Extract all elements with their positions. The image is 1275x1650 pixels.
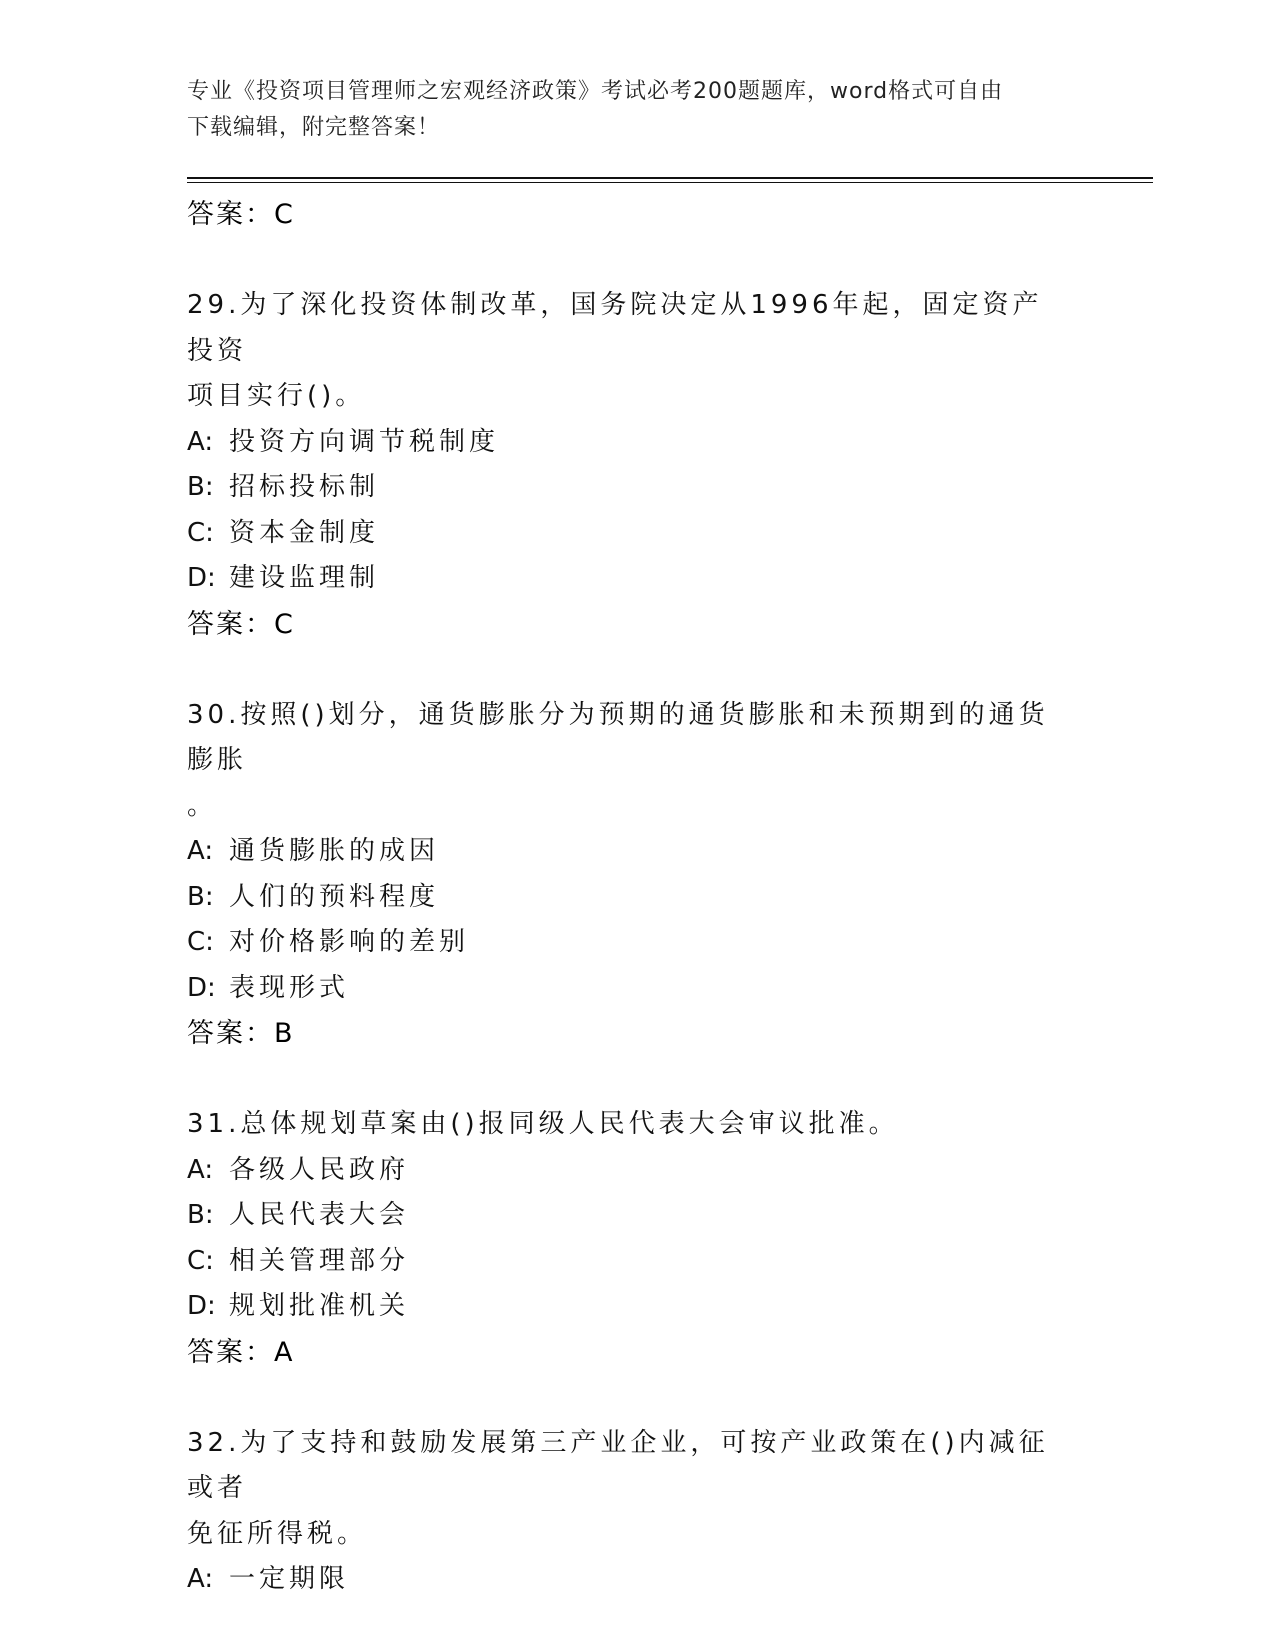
option-text: 投资方向调节税制度 xyxy=(229,426,500,457)
option-letter: C: xyxy=(187,1245,214,1276)
option-letter: D: xyxy=(187,972,216,1003)
option-d xyxy=(187,1284,1087,1330)
question-list xyxy=(187,192,1087,1603)
option-letter: D: xyxy=(187,1291,216,1321)
option-b xyxy=(187,1193,1087,1239)
option-letter: A: xyxy=(187,836,214,866)
option-text: 人民代表大会 xyxy=(229,1200,410,1230)
spacer xyxy=(187,1057,1087,1103)
answer-line: 答案：B xyxy=(187,1018,295,1049)
option-letter: B: xyxy=(187,1200,214,1230)
answer-line: 答案：C xyxy=(187,199,295,230)
question-text-line: 32.为了支持和鼓励发展第三产业企业，可按产业政策在()内减征或者 xyxy=(187,1427,1049,1503)
question-29 xyxy=(187,283,1087,647)
option-a xyxy=(187,1148,1087,1194)
spacer xyxy=(187,238,1087,284)
spacer xyxy=(187,647,1087,693)
option-c xyxy=(187,920,1087,966)
option-letter: B: xyxy=(187,472,214,502)
option-a xyxy=(187,829,1087,875)
option-letter: A: xyxy=(187,426,214,457)
option-c xyxy=(187,1239,1087,1285)
option-text: 资本金制度 xyxy=(229,517,380,548)
header-rule-thin xyxy=(187,182,1153,183)
option-letter: C: xyxy=(187,927,214,957)
option-text: 人们的预料程度 xyxy=(229,881,440,912)
option-text: 通货膨胀的成因 xyxy=(229,836,440,866)
header-line-2: 下载编辑，附完整答案！ xyxy=(187,115,441,140)
question-text-line: 项目实行()。 xyxy=(187,381,366,411)
option-d xyxy=(187,556,1087,602)
option-text: 各级人民政府 xyxy=(229,1154,410,1185)
option-b xyxy=(187,465,1087,511)
option-letter: D: xyxy=(187,563,216,593)
question-32 xyxy=(187,1421,1087,1603)
page-header xyxy=(187,74,1087,146)
answer-line: 答案：C xyxy=(187,608,295,640)
option-letter: A: xyxy=(187,1564,214,1594)
option-letter: A: xyxy=(187,1154,214,1185)
option-text: 一定期限 xyxy=(229,1564,350,1594)
question-text-line: 29.为了深化投资体制改革，国务院决定从1996年起，固定资产投资 xyxy=(187,290,1043,366)
header-rule-thick xyxy=(187,177,1153,179)
option-text: 表现形式 xyxy=(229,972,350,1003)
option-letter: B: xyxy=(187,881,214,912)
option-a xyxy=(187,1557,1087,1603)
question-text-line: 31.总体规划草案由()报同级人民代表大会审议批准。 xyxy=(187,1109,899,1139)
option-text: 对价格影响的差别 xyxy=(229,927,470,957)
header-line-1: 专业《投资项目管理师之宏观经济政策》考试必考200题题库，word格式可自由 xyxy=(187,79,1004,104)
option-text: 招标投标制 xyxy=(229,472,380,502)
question-30 xyxy=(187,693,1087,1057)
option-text: 规划批准机关 xyxy=(229,1291,410,1321)
question-31 xyxy=(187,1102,1087,1375)
spacer xyxy=(187,1375,1087,1421)
question-text-line: 。 xyxy=(187,790,218,821)
option-text: 相关管理部分 xyxy=(229,1245,410,1276)
option-b xyxy=(187,875,1087,921)
option-letter: C: xyxy=(187,517,214,548)
option-a xyxy=(187,420,1087,466)
question-text-line: 免征所得税。 xyxy=(187,1518,368,1549)
option-c xyxy=(187,511,1087,557)
question-text-line: 30.按照()划分，通货膨胀分为预期的通货膨胀和未预期到的通货膨胀 xyxy=(187,699,1049,775)
option-text: 建设监理制 xyxy=(229,563,380,593)
option-d xyxy=(187,966,1087,1012)
answer-line: 答案：A xyxy=(187,1336,295,1368)
